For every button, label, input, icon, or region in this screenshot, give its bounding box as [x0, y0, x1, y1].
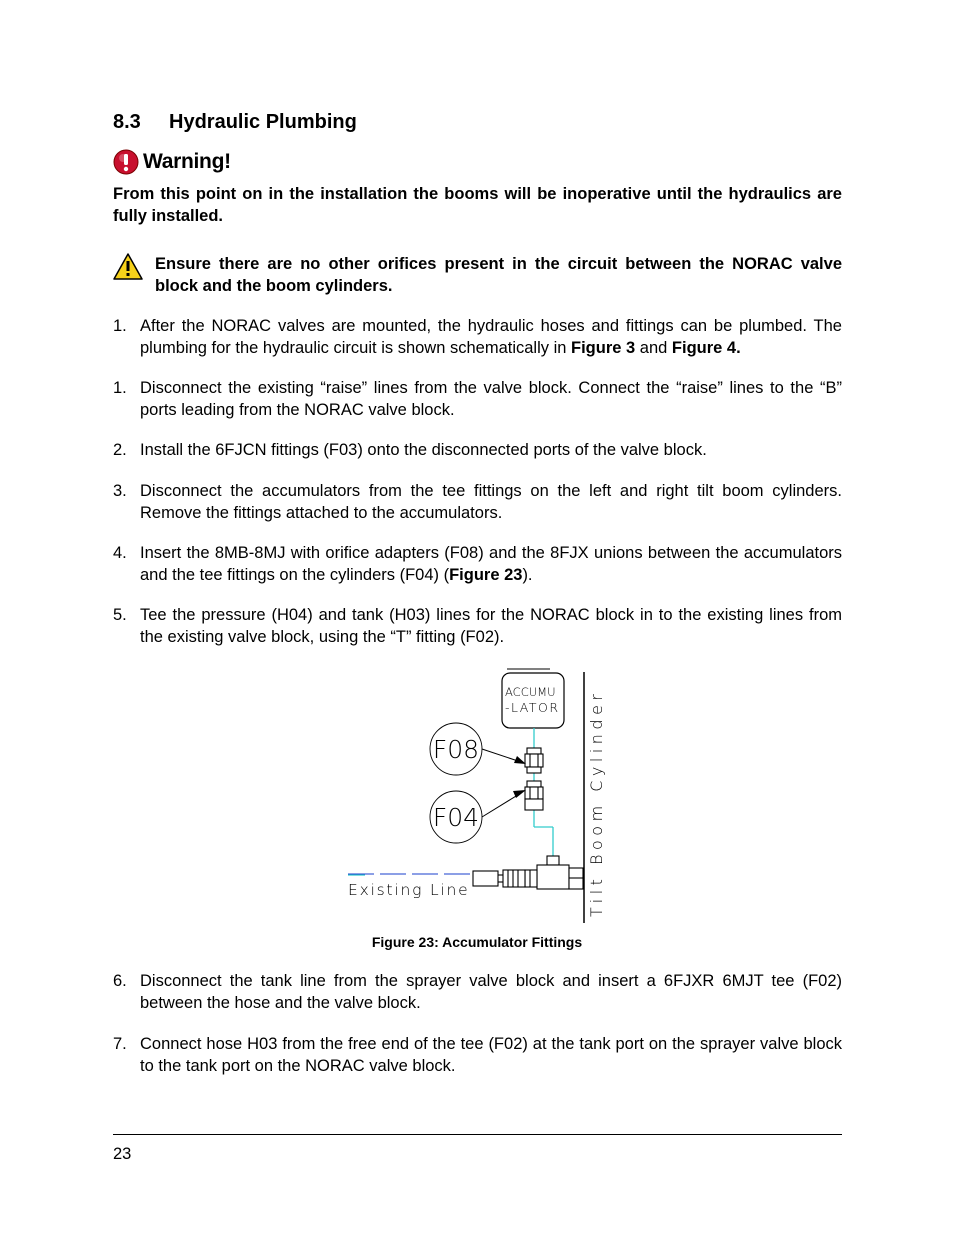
f04-callout-label: F04: [432, 803, 480, 832]
warning-label: Warning!: [143, 150, 231, 173]
caution-note: [113, 253, 842, 297]
figure-4-reference: Figure 4.: [671, 339, 741, 357]
list-item-number: 7.: [113, 1035, 127, 1053]
cylinder-label: Tilt Boom Cylinder: [587, 689, 606, 917]
existing-line-label: Existing Line: [348, 881, 470, 899]
figure-3-reference: Figure 3: [571, 339, 636, 357]
text-segment: After the NORAC valves are mounted, the hydraulic hoses and fittings can be plumbed. The plumbing for the hydraulic circuit is shown schematically in: [140, 317, 842, 357]
f08-arrowhead: [514, 756, 526, 764]
list-item: [113, 970, 842, 1014]
list-item-number: 1.: [113, 317, 127, 335]
list-item-number: 6.: [113, 972, 127, 990]
section-title: Hydraulic Plumbing: [169, 111, 357, 133]
footer-rule: [113, 1134, 842, 1135]
list-item: [113, 1033, 842, 1077]
f04-leader-line: [482, 793, 521, 817]
section-number: 8.3: [113, 111, 141, 133]
text-segment: Insert the 8MB-8MJ with orifice adapters (F08) and the 8FJX unions between the accumulators and the tee fittings on the cylinders (F04) (: [140, 544, 842, 584]
list-item-text: Disconnect the existing “raise” lines from the valve block. Connect the “raise” lines to the “B” ports leading from the NORAC valve block.: [140, 379, 842, 419]
list-item-number: 4.: [113, 544, 127, 562]
list-item-number: 3.: [113, 482, 127, 500]
accumulator-label-2: -LATOR: [505, 700, 560, 715]
list-item: [113, 377, 842, 421]
list-item-text: [140, 315, 842, 359]
warning-triangle-icon: [113, 253, 143, 280]
f08-leader-line: [482, 749, 521, 762]
text-segment: and: [635, 339, 672, 357]
list-item-number: 2.: [113, 441, 127, 459]
list-item: [113, 542, 842, 586]
list-item: [113, 604, 842, 648]
warning-heading: [113, 148, 231, 176]
tee-fitting: [473, 856, 583, 889]
orifice-adapter-fitting: [525, 748, 543, 773]
exclamation-circle-icon: [113, 149, 139, 175]
list-item-number: 1.: [113, 379, 127, 397]
accumulator-label-1: ACCUMU: [505, 685, 556, 699]
list-item-text: Tee the pressure (H04) and tank (H03) lines for the NORAC block in to the existing lines from the existing valve block, using the “T” fitting (F02).: [140, 606, 842, 646]
list-item: [113, 439, 842, 461]
union-fitting: [525, 781, 543, 810]
page-number: 23: [113, 1145, 132, 1163]
text-segment: ).: [522, 566, 533, 584]
list-item-text: Install the 6FJCN fittings (F03) onto the disconnected ports of the valve block.: [140, 441, 707, 459]
f08-callout-label: F08: [432, 735, 480, 764]
list-item-text: Connect hose H03 from the free end of the tee (F02) at the tank port on the sprayer valve block to the tank port on the NORAC valve block.: [140, 1035, 842, 1075]
section-heading: [113, 111, 357, 134]
list-item: [113, 480, 842, 524]
caution-text: Ensure there are no other orifices present in the circuit between the NORAC valve block and the boom cylinders.: [155, 255, 842, 295]
figure-23-reference: Figure 23: [449, 566, 523, 584]
list-item-text: [140, 542, 842, 586]
list-item-text: Disconnect the tank line from the sprayer valve block and insert a 6FJXR 6MJT tee (F02) between the hose and the valve block.: [140, 972, 842, 1012]
accumulator-fittings-diagram: [340, 665, 625, 927]
figure-caption: Figure 23: Accumulator Fittings: [371, 934, 583, 950]
list-item: [113, 315, 842, 359]
list-item-number: 5.: [113, 606, 127, 624]
list-item-text: Disconnect the accumulators from the tee fittings on the left and right tilt boom cylinders. Remove the fittings attached to the accumulators.: [140, 482, 842, 522]
warning-text: From this point on in the installation the booms will be inoperative until the hydraulics are fully installed.: [113, 185, 842, 225]
